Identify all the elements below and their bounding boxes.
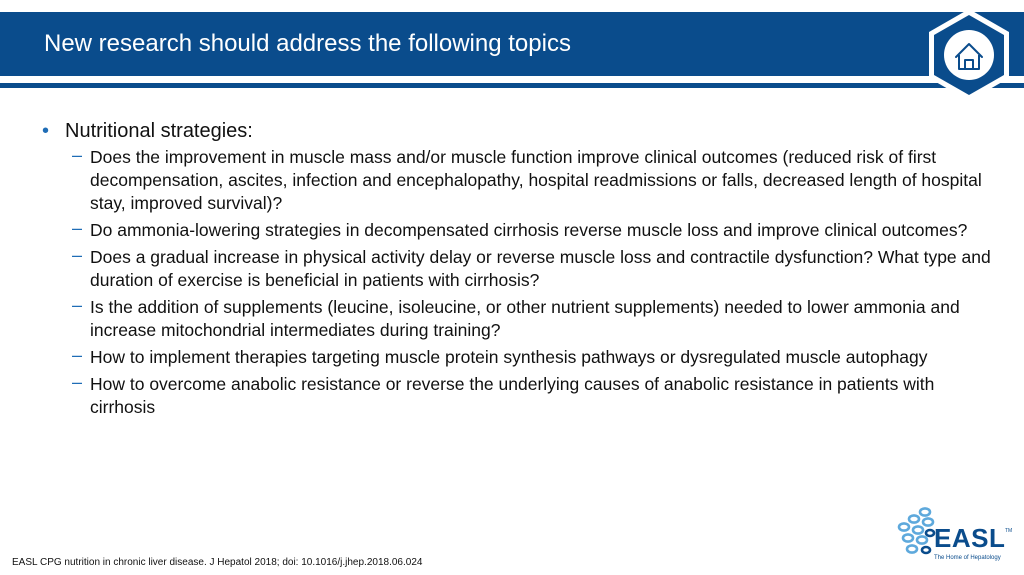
bullet-dash: – — [72, 245, 83, 265]
sub-bullet-text: How to overcome anabolic resistance or reverse the underlying causes of anabolic resistance in patients with cirrhosis — [90, 374, 935, 417]
sub-bullet-text: Does the improvement in muscle mass and/or muscle function improve clinical outcomes (reduced risk of first decompensation, ascites, infection and encephalopathy, hospital readmissions or falls, decreased length of hospital stay, improved survival)? — [90, 147, 982, 213]
home-button[interactable] — [926, 7, 1012, 103]
bullet-dash: – — [72, 372, 83, 392]
main-bullet-text: Nutritional strategies: — [65, 120, 253, 142]
easl-logo — [896, 502, 1014, 568]
logo-tagline: The Home of Hepatology — [934, 555, 1001, 561]
main-bullet — [42, 118, 992, 144]
logo-trademark: TM — [1005, 528, 1013, 534]
footer-reference: EASL CPG nutrition in chronic liver disease. J Hepatol 2018; doi: 10.1016/j.jhep.2018.06.024 — [12, 557, 423, 568]
sub-bullet-text: Do ammonia-lowering strategies in decompensated cirrhosis reverse muscle loss and improve clinical outcomes? — [90, 220, 968, 240]
header-stripe — [0, 83, 1024, 88]
sub-bullet-text: Does a gradual increase in physical activity delay or reverse muscle loss and contractile dysfunction? What type and duration of exercise is beneficial in patients with cirrhosis? — [90, 247, 991, 290]
logo-wordmark: EASL — [934, 523, 1006, 553]
home-icon — [926, 7, 1012, 103]
bullet-dash: – — [72, 295, 83, 315]
easl-cells-icon — [896, 506, 936, 558]
sub-bullet — [42, 246, 992, 292]
bullet-dash: – — [72, 345, 83, 365]
sub-bullet — [42, 296, 992, 342]
bullet-dot: • — [42, 120, 50, 142]
sub-bullet-list — [42, 146, 992, 419]
slide-title: New research should address the following topics — [44, 30, 571, 57]
sub-bullet — [42, 146, 992, 215]
content-area — [42, 118, 992, 423]
sub-bullet — [42, 373, 992, 419]
bullet-dash: – — [72, 218, 83, 238]
sub-bullet — [42, 346, 992, 369]
sub-bullet-text: Is the addition of supplements (leucine, isoleucine, or other nutrient supplements) needed to lower ammonia and increase mitochondrial intermediates during training? — [90, 297, 960, 340]
sub-bullet-text: How to implement therapies targeting muscle protein synthesis pathways or dysregulated muscle autophagy — [90, 347, 928, 367]
sub-bullet — [42, 219, 992, 242]
bullet-dash: – — [72, 145, 83, 165]
